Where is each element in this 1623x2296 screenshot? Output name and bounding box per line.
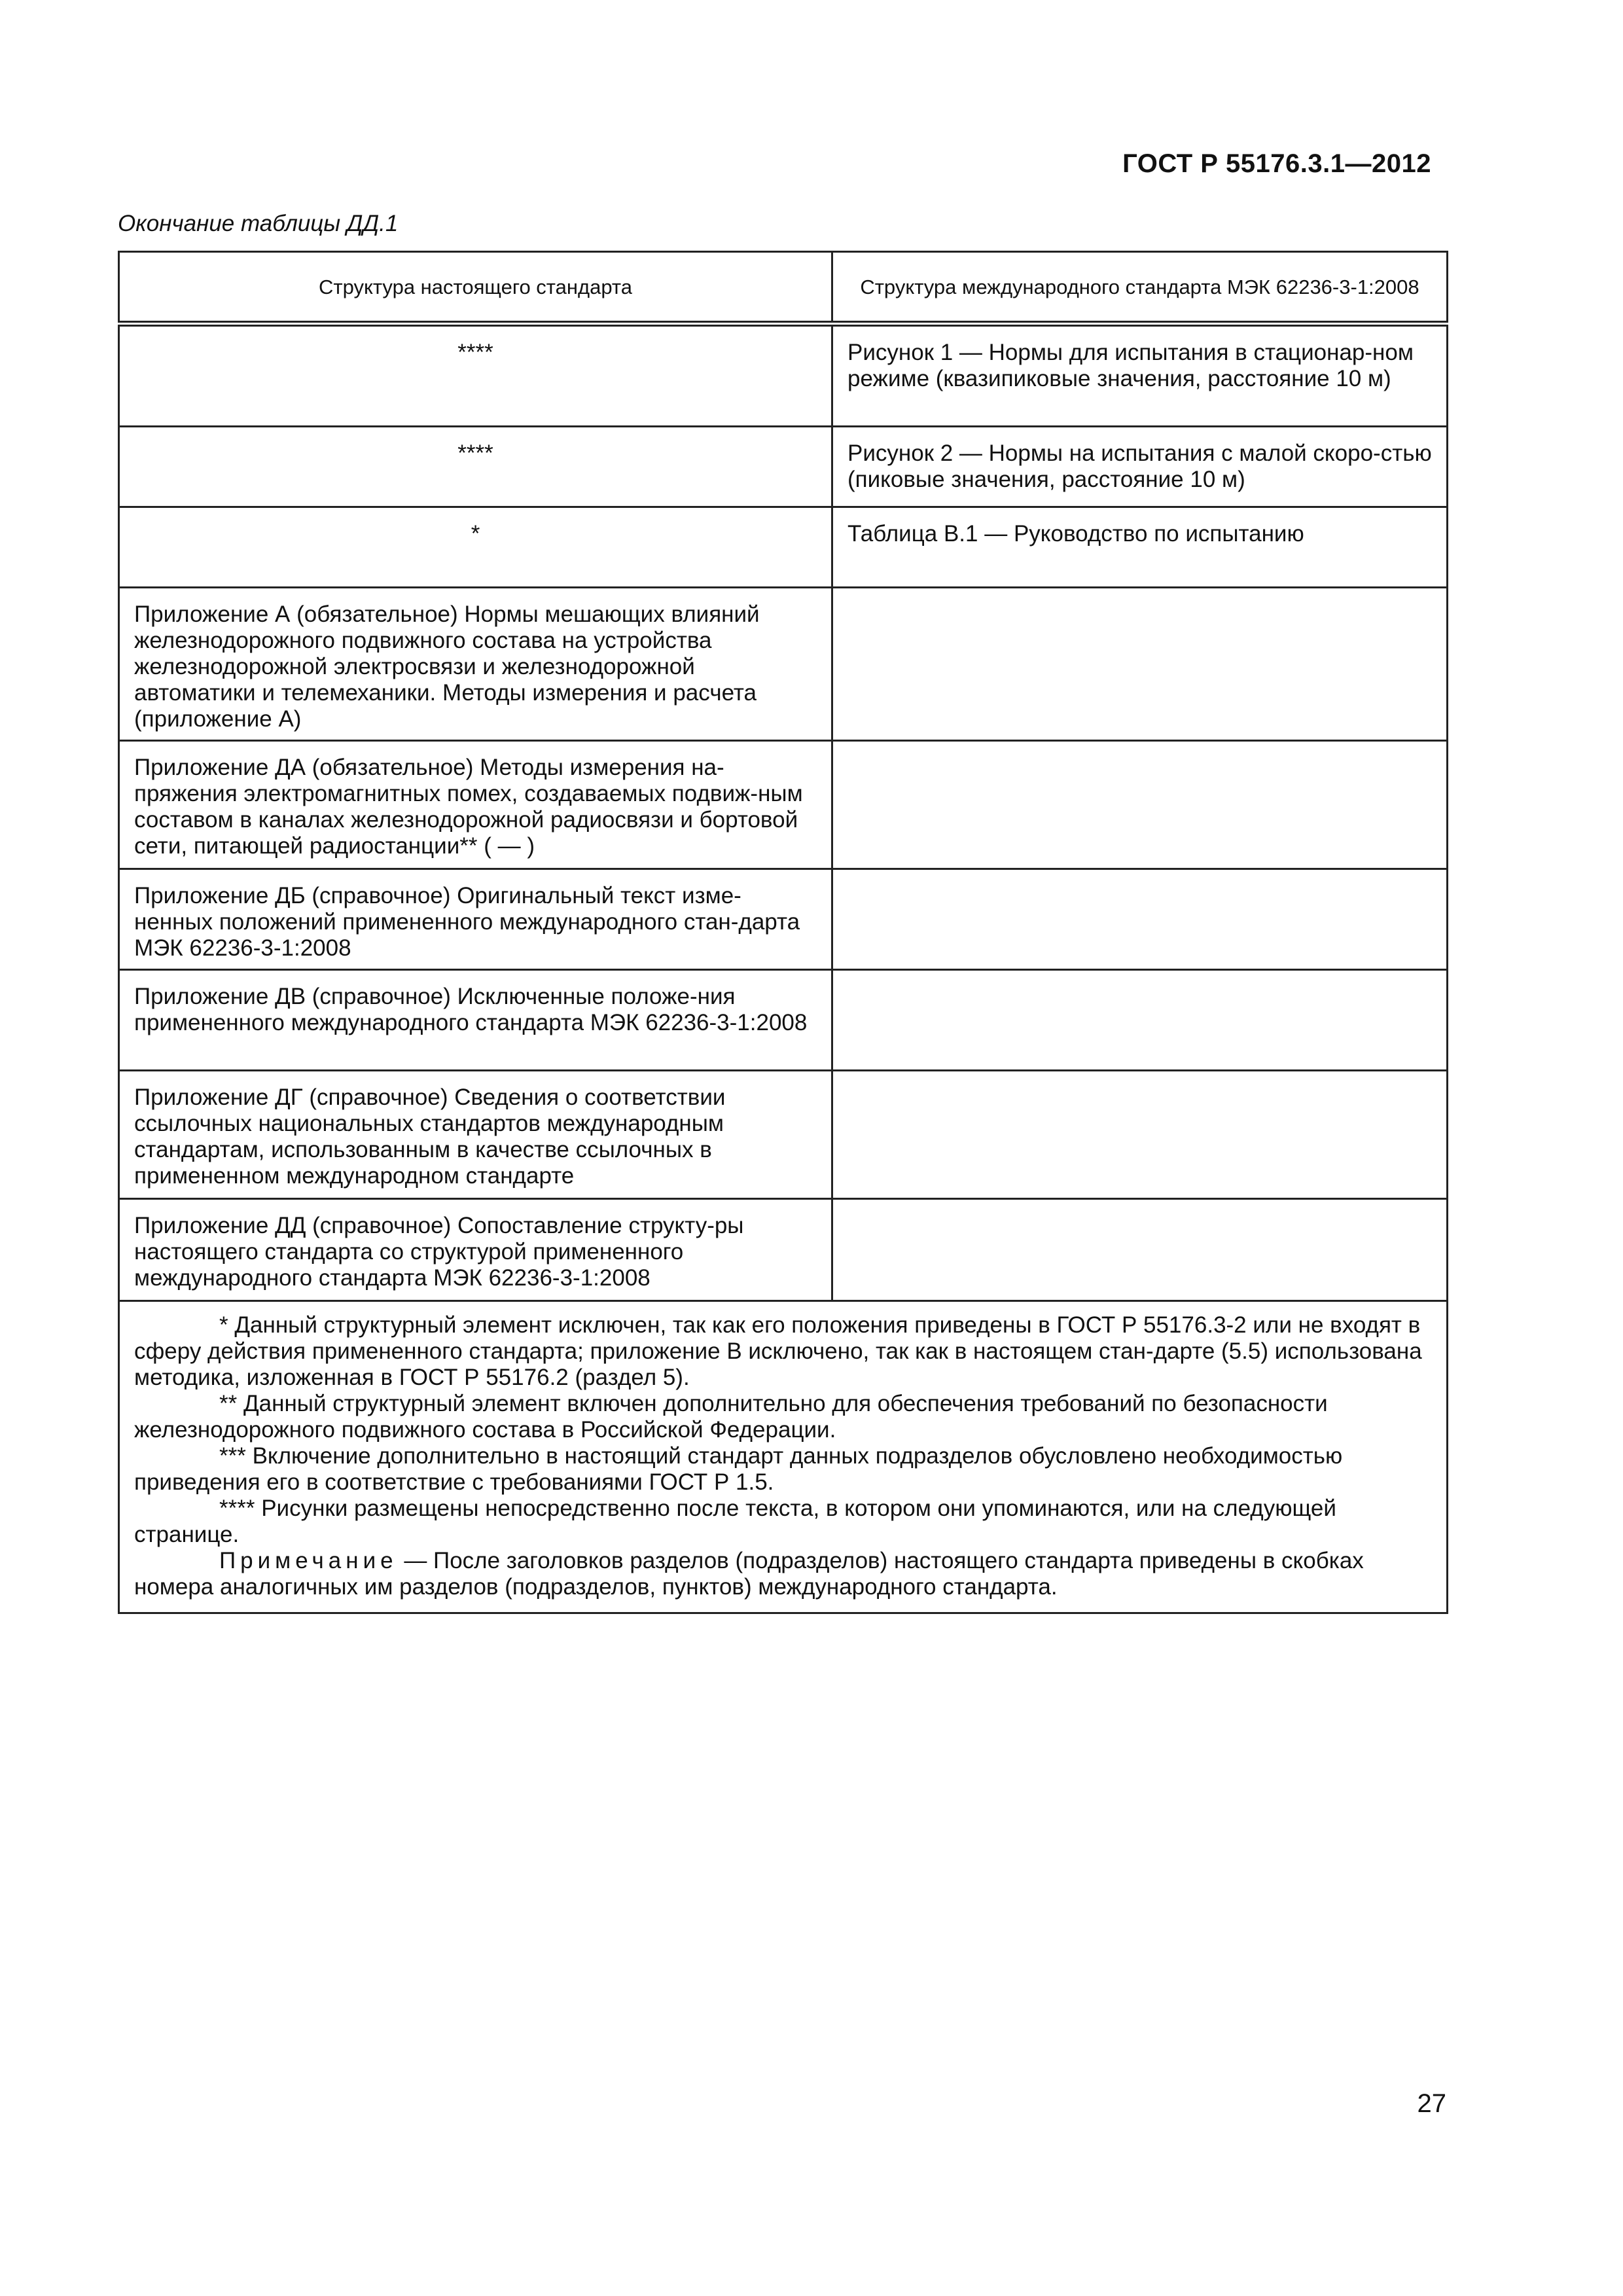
table-cell-right — [832, 970, 1448, 1071]
page-number: 27 — [1417, 2089, 1446, 2118]
note-text: — После заголовков разделов (подразделов) настоящего стандарта приведены в скобках номера аналогичных им разделов (подразделов, пунктов) международного стандарта. — [134, 1548, 1364, 1600]
table-row — [119, 324, 1448, 427]
table-cell-right: Рисунок 1 — Нормы для испытания в стационар-ном режиме (квазипиковые значения, расстояние 10 м) — [832, 324, 1448, 427]
footnote: * Данный структурный элемент исключен, так как его положения приведены в ГОСТ Р 55176.3-2 или не входят в сферу действия примененного стандарта; приложение В исключено, так как в настоящем стан-дарте (5.5) использована методика, изложенная в ГОСТ Р 55176.2 (раздел 5). — [134, 1312, 1422, 1390]
footnote: *** Включение дополнительно в настоящий стандарт данных подразделов обусловлено необходимостью приведения его в соответствие с требованиями ГОСТ Р 1.5. — [134, 1443, 1343, 1495]
table-cell-left: Приложение ДБ (справочное) Оригинальный текст изме-ненных положений примененного международного стан-дарта МЭК 62236-3-1:2008 — [119, 869, 832, 970]
comparison-table — [118, 251, 1448, 1614]
document-code: ГОСТ Р 55176.3.1—2012 — [1122, 149, 1431, 178]
footnotes-cell — [119, 1301, 1448, 1613]
table-cell-right — [832, 1199, 1448, 1301]
table-cell-left: **** — [119, 427, 832, 507]
table-row — [119, 741, 1448, 869]
footnote: ** Данный структурный элемент включен дополнительно для обеспечения требований по безопасности железнодорожного подвижного состава в Российской Федерации. — [134, 1391, 1328, 1443]
table-cell-right — [832, 741, 1448, 869]
table-cell-left: * — [119, 507, 832, 588]
table-caption: Окончание таблицы ДД.1 — [118, 211, 399, 236]
table-row — [119, 869, 1448, 970]
column-header-international: Структура международного стандарта МЭК 62236-3-1:2008 — [832, 252, 1448, 324]
table-cell-right — [832, 869, 1448, 970]
table-cell-left: Приложение ДД (справочное) Сопоставление структу-ры настоящего стандарта со структурой примененного международного стандарта МЭК 62236-3-1:2008 — [119, 1199, 832, 1301]
table-cell-right: Таблица В.1 — Руководство по испытанию — [832, 507, 1448, 588]
footnote: **** Рисунки размещены непосредственно после текста, в котором они упоминаются, или на следующей странице. — [134, 1496, 1336, 1547]
table-cell-right — [832, 1071, 1448, 1199]
table-note — [134, 1548, 1431, 1600]
table-row — [119, 507, 1448, 588]
table-cell-left: Приложение А (обязательное) Нормы мешающих влияний железнодорожного подвижного состава на устройства железнодорожной электросвязи и железнодорожной автоматики и телемеханики. Методы измерения и расчета (приложение А) — [119, 588, 832, 741]
table-cell-left: Приложение ДГ (справочное) Сведения о соответствии ссылочных национальных стандартов международным стандартам, использованным в качестве ссылочных в примененном международном стандарте — [119, 1071, 832, 1199]
note-label: Примечание — [219, 1548, 398, 1573]
table-row — [119, 970, 1448, 1071]
table-header-row — [119, 252, 1448, 324]
column-header-national: Структура настоящего стандарта — [119, 252, 832, 324]
table-cell-left: Приложение ДА (обязательное) Методы измерения на-пряжения электромагнитных помех, создаваемых подвиж-ным составом в каналах железнодорожной радиосвязи и бортовой сети, питающей радиостанции** ( — ) — [119, 741, 832, 869]
table-row — [119, 1199, 1448, 1301]
table-row — [119, 1071, 1448, 1199]
table-row — [119, 588, 1448, 741]
table-cell-left: Приложение ДВ (справочное) Исключенные положе-ния примененного международного стандарта МЭК 62236-3-1:2008 — [119, 970, 832, 1071]
table-cell-right: Рисунок 2 — Нормы на испытания с малой скоро-стью (пиковые значения, расстояние 10 м) — [832, 427, 1448, 507]
footnotes-row — [119, 1301, 1448, 1613]
table-cell-right — [832, 588, 1448, 741]
table-cell-left: **** — [119, 324, 832, 427]
table-row — [119, 427, 1448, 507]
